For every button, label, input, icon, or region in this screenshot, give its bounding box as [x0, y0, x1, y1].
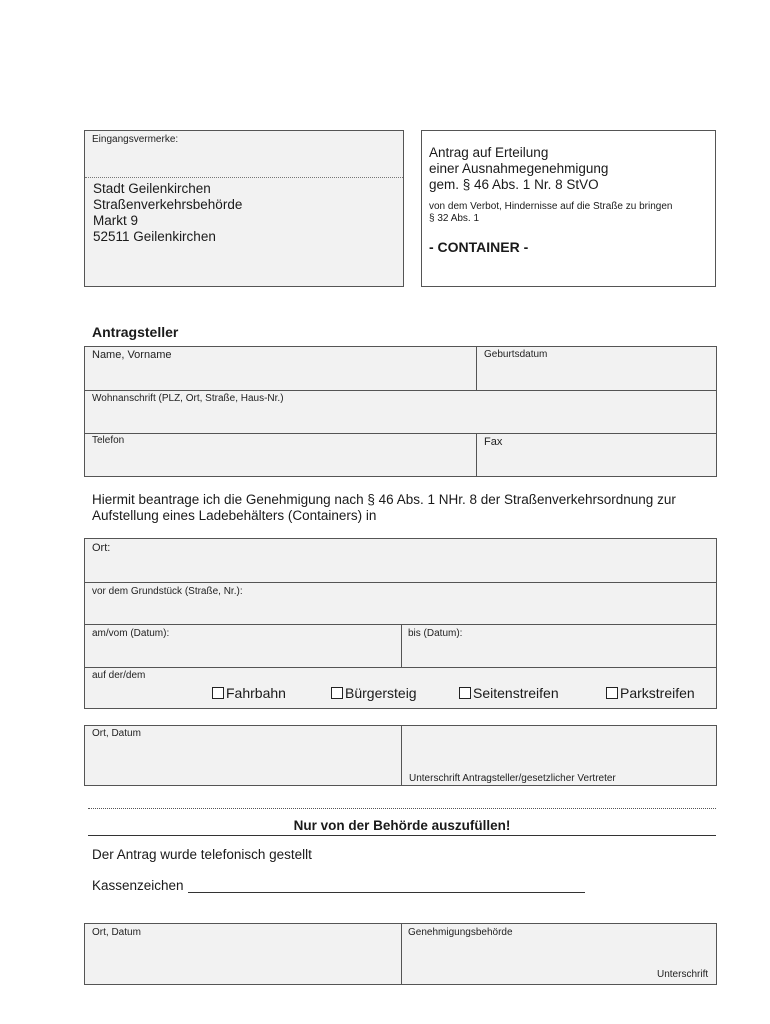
place-label: Ort:	[92, 542, 111, 554]
authority-bottom-rule	[88, 835, 716, 836]
home-address-label: Wohnanschrift (PLZ, Ort, Straße, Haus-Nr.)	[92, 393, 284, 404]
option-road[interactable]	[212, 685, 286, 701]
authority-top-rule	[88, 808, 716, 809]
title-line: gem. § 46 Abs. 1 Nr. 8 StVO	[429, 177, 599, 192]
cash-reference-line[interactable]	[188, 892, 585, 893]
title-line: Antrag auf Erteilung	[429, 145, 549, 160]
subtitle-line: von dem Verbot, Hindernisse auf die Straße zu bringen	[429, 201, 673, 212]
option-sidewalk[interactable]	[331, 685, 417, 701]
verge-option-label: Seitenstreifen	[473, 685, 559, 701]
address-line: Stadt Geilenkirchen	[93, 181, 211, 196]
from-date-label: am/vom (Datum):	[92, 628, 170, 639]
phone-request-note: Der Antrag wurde telefonisch gestellt	[92, 847, 312, 862]
container-label: - CONTAINER -	[429, 239, 529, 255]
to-date-label: bis (Datum):	[408, 628, 463, 639]
road-checkbox[interactable]	[212, 687, 224, 699]
phone-label: Telefon	[92, 435, 125, 446]
receipt-label: Eingangsvermerke:	[92, 134, 179, 145]
fax-label: Fax	[484, 436, 503, 448]
sidewalk-checkbox[interactable]	[331, 687, 343, 699]
form-title	[429, 145, 608, 193]
authority-heading: Nur von der Behörde auszufüllen!	[293, 818, 511, 833]
request-text-line: Hiermit beantrage ich die Genehmigung nach § 46 Abs. 1 NHr. 8 der Straßenverkehrsordnung zur	[92, 492, 676, 507]
cash-reference-label: Kassenzeichen	[92, 878, 184, 893]
parking-strip-option-label: Parkstreifen	[620, 685, 695, 701]
place-field[interactable]	[84, 538, 717, 583]
title-line: einer Ausnahmegenehmigung	[429, 161, 609, 176]
address-line: Markt 9	[93, 213, 139, 228]
parking-strip-checkbox[interactable]	[606, 687, 618, 699]
subtitle-line: § 32 Abs. 1	[429, 213, 480, 224]
address-line: Straßenverkehrsbehörde	[93, 197, 243, 212]
surface-label: auf der/dem	[92, 670, 146, 681]
applicant-signature-label: Unterschrift Antragsteller/gesetzlicher Vertreter	[409, 773, 616, 784]
authority-address	[93, 181, 242, 245]
request-text	[92, 492, 676, 524]
authority-name-label: Genehmigungsbehörde	[408, 927, 513, 938]
road-option-label: Fahrbahn	[226, 685, 286, 701]
phone-field[interactable]	[84, 433, 477, 477]
receipt-divider	[85, 177, 403, 178]
address-line: 52511 Geilenkirchen	[93, 229, 216, 244]
birthdate-label: Geburtsdatum	[484, 349, 548, 360]
sidewalk-option-label: Bürgersteig	[345, 685, 417, 701]
fax-field[interactable]	[476, 433, 717, 477]
authority-signature-label: Unterschrift	[657, 969, 709, 980]
option-verge[interactable]	[459, 685, 559, 701]
authority-place-date-label: Ort, Datum	[92, 927, 141, 938]
applicant-place-date-label: Ort, Datum	[92, 728, 141, 739]
option-parking-strip[interactable]	[606, 685, 695, 701]
name-label: Name, Vorname	[92, 349, 172, 361]
request-text-line: Aufstellung eines Ladebehälters (Containers) in	[92, 508, 377, 523]
form-subtitle	[429, 201, 672, 225]
property-label: vor dem Grundstück (Straße, Nr.):	[92, 586, 243, 597]
applicant-heading: Antragsteller	[92, 324, 179, 340]
verge-checkbox[interactable]	[459, 687, 471, 699]
